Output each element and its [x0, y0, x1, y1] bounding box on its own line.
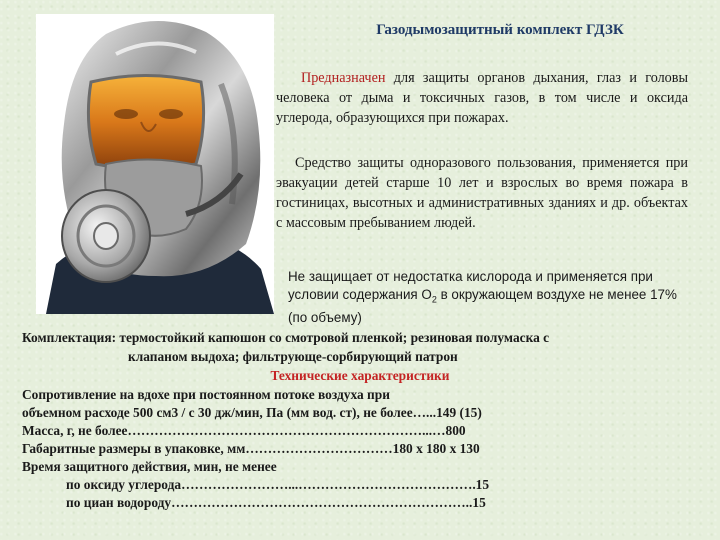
limitation-note: [288, 268, 693, 327]
spec-line-2: объемном расходе 500 см3 / с 30 дж/мин, Па (мм вод. ст), не более…...149 (15): [22, 405, 482, 420]
page-title: Газодымозащитный комплект ГДЗК: [376, 22, 624, 38]
kit-line-2: клапаном выдоха; фильтрующе-сорбирующий патрон: [128, 349, 458, 364]
spec-line-5: Время защитного действия, мин, не менее: [22, 459, 277, 474]
spec-line-1: Сопротивление на вдохе при постоянном потоке воздуха при: [22, 387, 390, 402]
note-part2: в окружающем воздухе не менее 17% (по объему): [288, 287, 677, 325]
tech-specs: [22, 386, 712, 512]
usage-text: Средство защиты одноразового пользования, применяется при эвакуации детей старше 10 лет и взрослых во время пожара в гостиницах, высотных и административных зданиях и др. объектах с массовым пребыванием людей.: [276, 155, 688, 231]
kit-contents: [22, 328, 712, 366]
spec-line-4: Габаритные размеры в упаковке, мм……………………………180 х 180 х 130: [22, 441, 480, 456]
note-subscript: 2: [431, 294, 437, 305]
spec-line-3: Масса, г, не более…………………………………………………………...…800: [22, 423, 466, 438]
purpose-paragraph: [276, 68, 688, 128]
spec-line-7: по циан водороду…………………………………………………………..15: [66, 495, 486, 510]
kit-line-1: Комплектация: термостойкий капюшон со смотровой пленкой; резиновая полумаска с: [22, 330, 550, 345]
spec-line-6: по оксиду углерода……………………...………………………………….15: [66, 477, 490, 492]
note-part1: Не защищает от недостатка кислорода и применяется при условии содержания O: [288, 269, 653, 302]
purpose-lead: Предназначен: [300, 70, 386, 86]
purpose-text: для защиты органов дыхания, глаз и головы человека от дыма и токсичных газов, в том числе и оксида углерода, образующихся при пожарах.: [276, 70, 689, 126]
usage-paragraph: [276, 153, 688, 233]
gas-mask-photo: [36, 14, 274, 314]
tech-specs-heading: Технические характеристики: [270, 368, 450, 383]
